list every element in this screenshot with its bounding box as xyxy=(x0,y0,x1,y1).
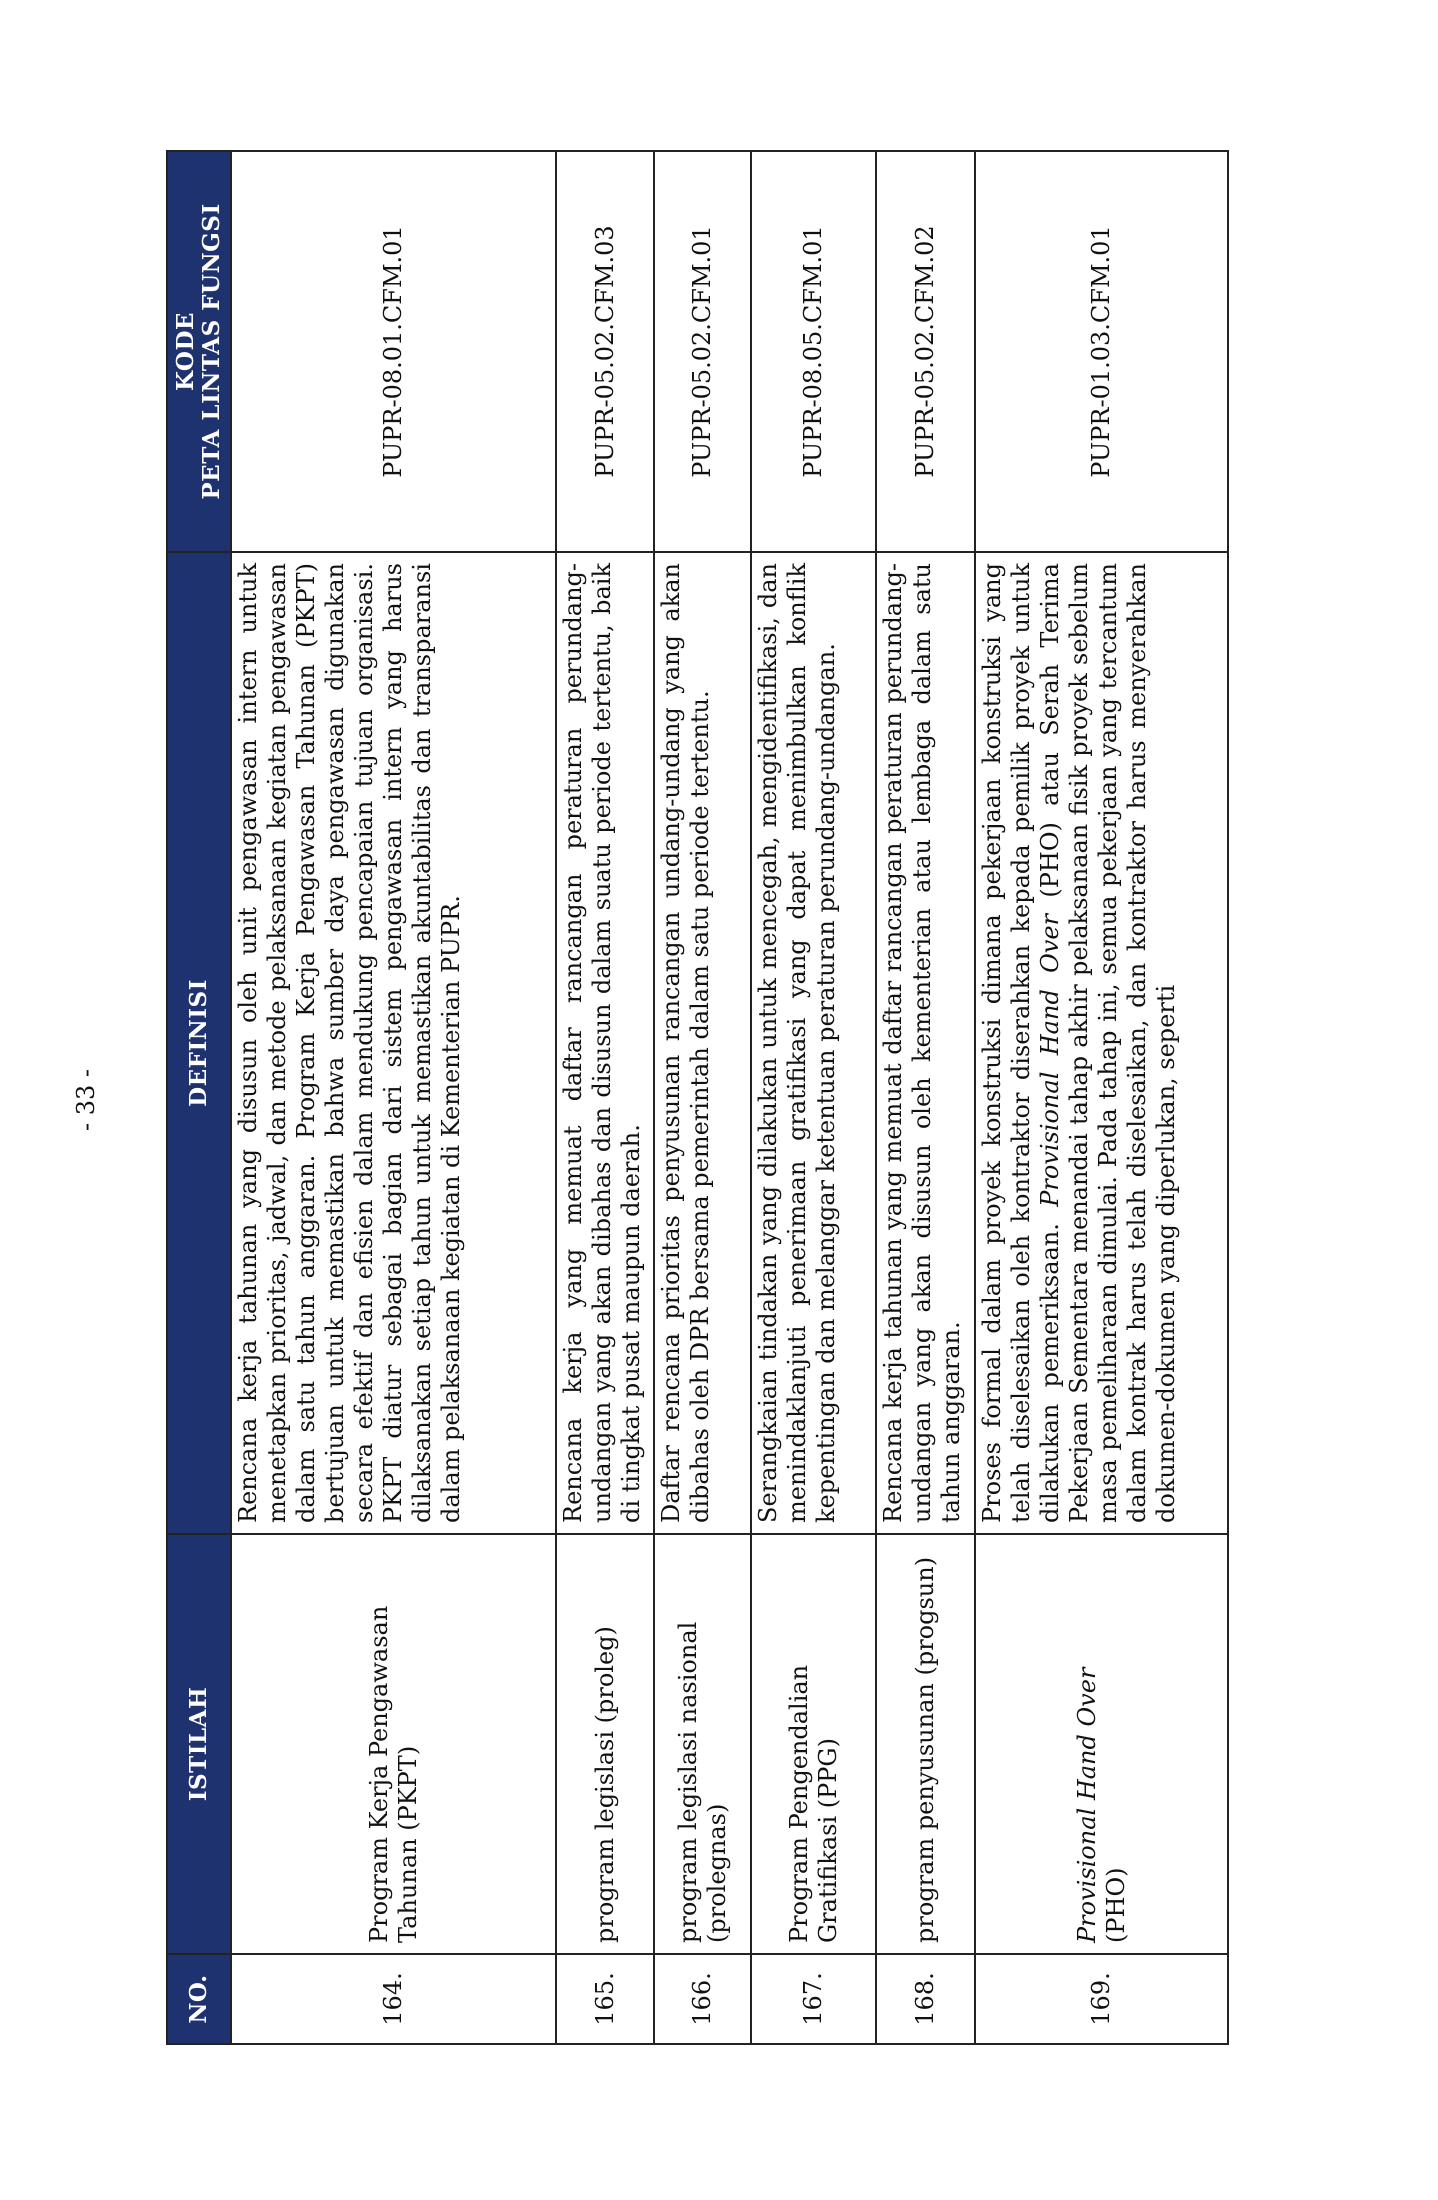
header-code-line2: PETA LINTAS FUNGSI xyxy=(198,203,225,500)
header-code-line1: KODE xyxy=(171,312,199,391)
row-term xyxy=(975,1534,1228,1954)
row-number: 167. xyxy=(751,1954,876,2044)
glossary-table xyxy=(166,150,1229,2045)
row-code: PUPR-01.03.CFM.01 xyxy=(975,151,1228,552)
row-code: PUPR-05.02.CFM.02 xyxy=(876,151,975,552)
row-definition: Rencana kerja tahunan yang disusun oleh unit pengawasan intern untuk menetapkan prioritas, jadwal, dan metode pelaksanaan kegiatan pengawasan dalam satu tahun anggaran. Program Kerja Pengawasan Tahunan (PKPT) bertujuan untuk memastikan bahwa sumber daya pengawasan digunakan secara efektif dan efisien dalam mendukung pencapaian tujuan organisasi. PKPT diatur sebagai bagian dari sistem pengawasan intern yang harus dilaksanakan setiap tahun untuk memastikan akuntabilitas dan transparansi dalam pelaksanaan kegiatan di Kementerian PUPR. xyxy=(231,552,556,1534)
table-row xyxy=(975,151,1228,2044)
row-term-italic: Provisional Hand Over xyxy=(1072,1667,1101,1943)
row-term-abbrev: (PHO) xyxy=(1101,1867,1130,1943)
row-term: program legislasi nasional (prolegnas) xyxy=(654,1534,751,1954)
row-term: Program Kerja Pengawasan Tahunan (PKPT) xyxy=(231,1534,556,1954)
header-definition: DEFINISI xyxy=(167,552,231,1534)
table-row xyxy=(556,151,654,2044)
row-definition-italic: Provisional Hand Over xyxy=(1036,913,1064,1207)
page-number: - 33 - xyxy=(72,1069,100,1132)
header-code xyxy=(167,151,231,552)
row-number: 166. xyxy=(654,1954,751,2044)
row-term: program legislasi (proleg) xyxy=(556,1534,654,1954)
table-header-row xyxy=(167,151,231,2044)
row-definition xyxy=(975,552,1228,1534)
row-definition: Rencana kerja tahunan yang memuat daftar rancangan peraturan perundang-undangan yang akan disusun oleh kementerian atau lembaga dalam satu tahun anggaran. xyxy=(876,552,975,1534)
row-term: program penyusunan (progsun) xyxy=(876,1534,975,1954)
row-code: PUPR-05.02.CFM.03 xyxy=(556,151,654,552)
row-number: 169. xyxy=(975,1954,1228,2044)
row-number: 168. xyxy=(876,1954,975,2044)
row-definition-part2: (PHO) atau Serah Terima Pekerjaan Sementara menandai tahap akhir pelaksanaan fisik proyek sebelum masa pemeliharaan dimulai. Pada tahap ini, semua pekerjaan yang tercantum dalam kontrak harus telah diselesaikan, dan kontraktor harus menyerahkan dokumen-dokumen yang diperlukan, seperti xyxy=(1036,563,1180,1523)
table-row xyxy=(231,151,556,2044)
row-code: PUPR-08.01.CFM.01 xyxy=(231,151,556,552)
table-row xyxy=(654,151,751,2044)
row-number: 164. xyxy=(231,1954,556,2044)
row-definition-part1: Proses formal dalam proyek konstruksi dimana pekerjaan konstruksi yang telah diselesaikan oleh kontraktor diserahkan kepada pemilik proyek untuk dilakukan pemeriksaan. xyxy=(978,563,1064,1523)
row-definition: Daftar rencana prioritas penyusunan rancangan undang-undang yang akan dibahas oleh DPR bersama pemerintah dalam satu periode tertentu. xyxy=(654,552,751,1534)
table-row xyxy=(876,151,975,2044)
row-definition: Rencana kerja yang memuat daftar rancangan peraturan perundang-undangan yang akan dibahas dan disusun dalam suatu periode tertentu, baik di tingkat pusat maupun daerah. xyxy=(556,552,654,1534)
row-term: Program Pengendalian Gratifikasi (PPG) xyxy=(751,1534,876,1954)
row-code: PUPR-05.02.CFM.01 xyxy=(654,151,751,552)
table-row xyxy=(751,151,876,2044)
row-code: PUPR-08.05.CFM.01 xyxy=(751,151,876,552)
row-number: 165. xyxy=(556,1954,654,2044)
header-no: NO. xyxy=(167,1954,231,2044)
row-definition: Serangkaian tindakan yang dilakukan untuk mencegah, mengidentifikasi, dan menindaklanjuti penerimaan gratifikasi yang dapat menimbulkan konflik kepentingan dan melanggar ketentuan peraturan perundang-undangan. xyxy=(751,552,876,1534)
header-term: ISTILAH xyxy=(167,1534,231,1954)
